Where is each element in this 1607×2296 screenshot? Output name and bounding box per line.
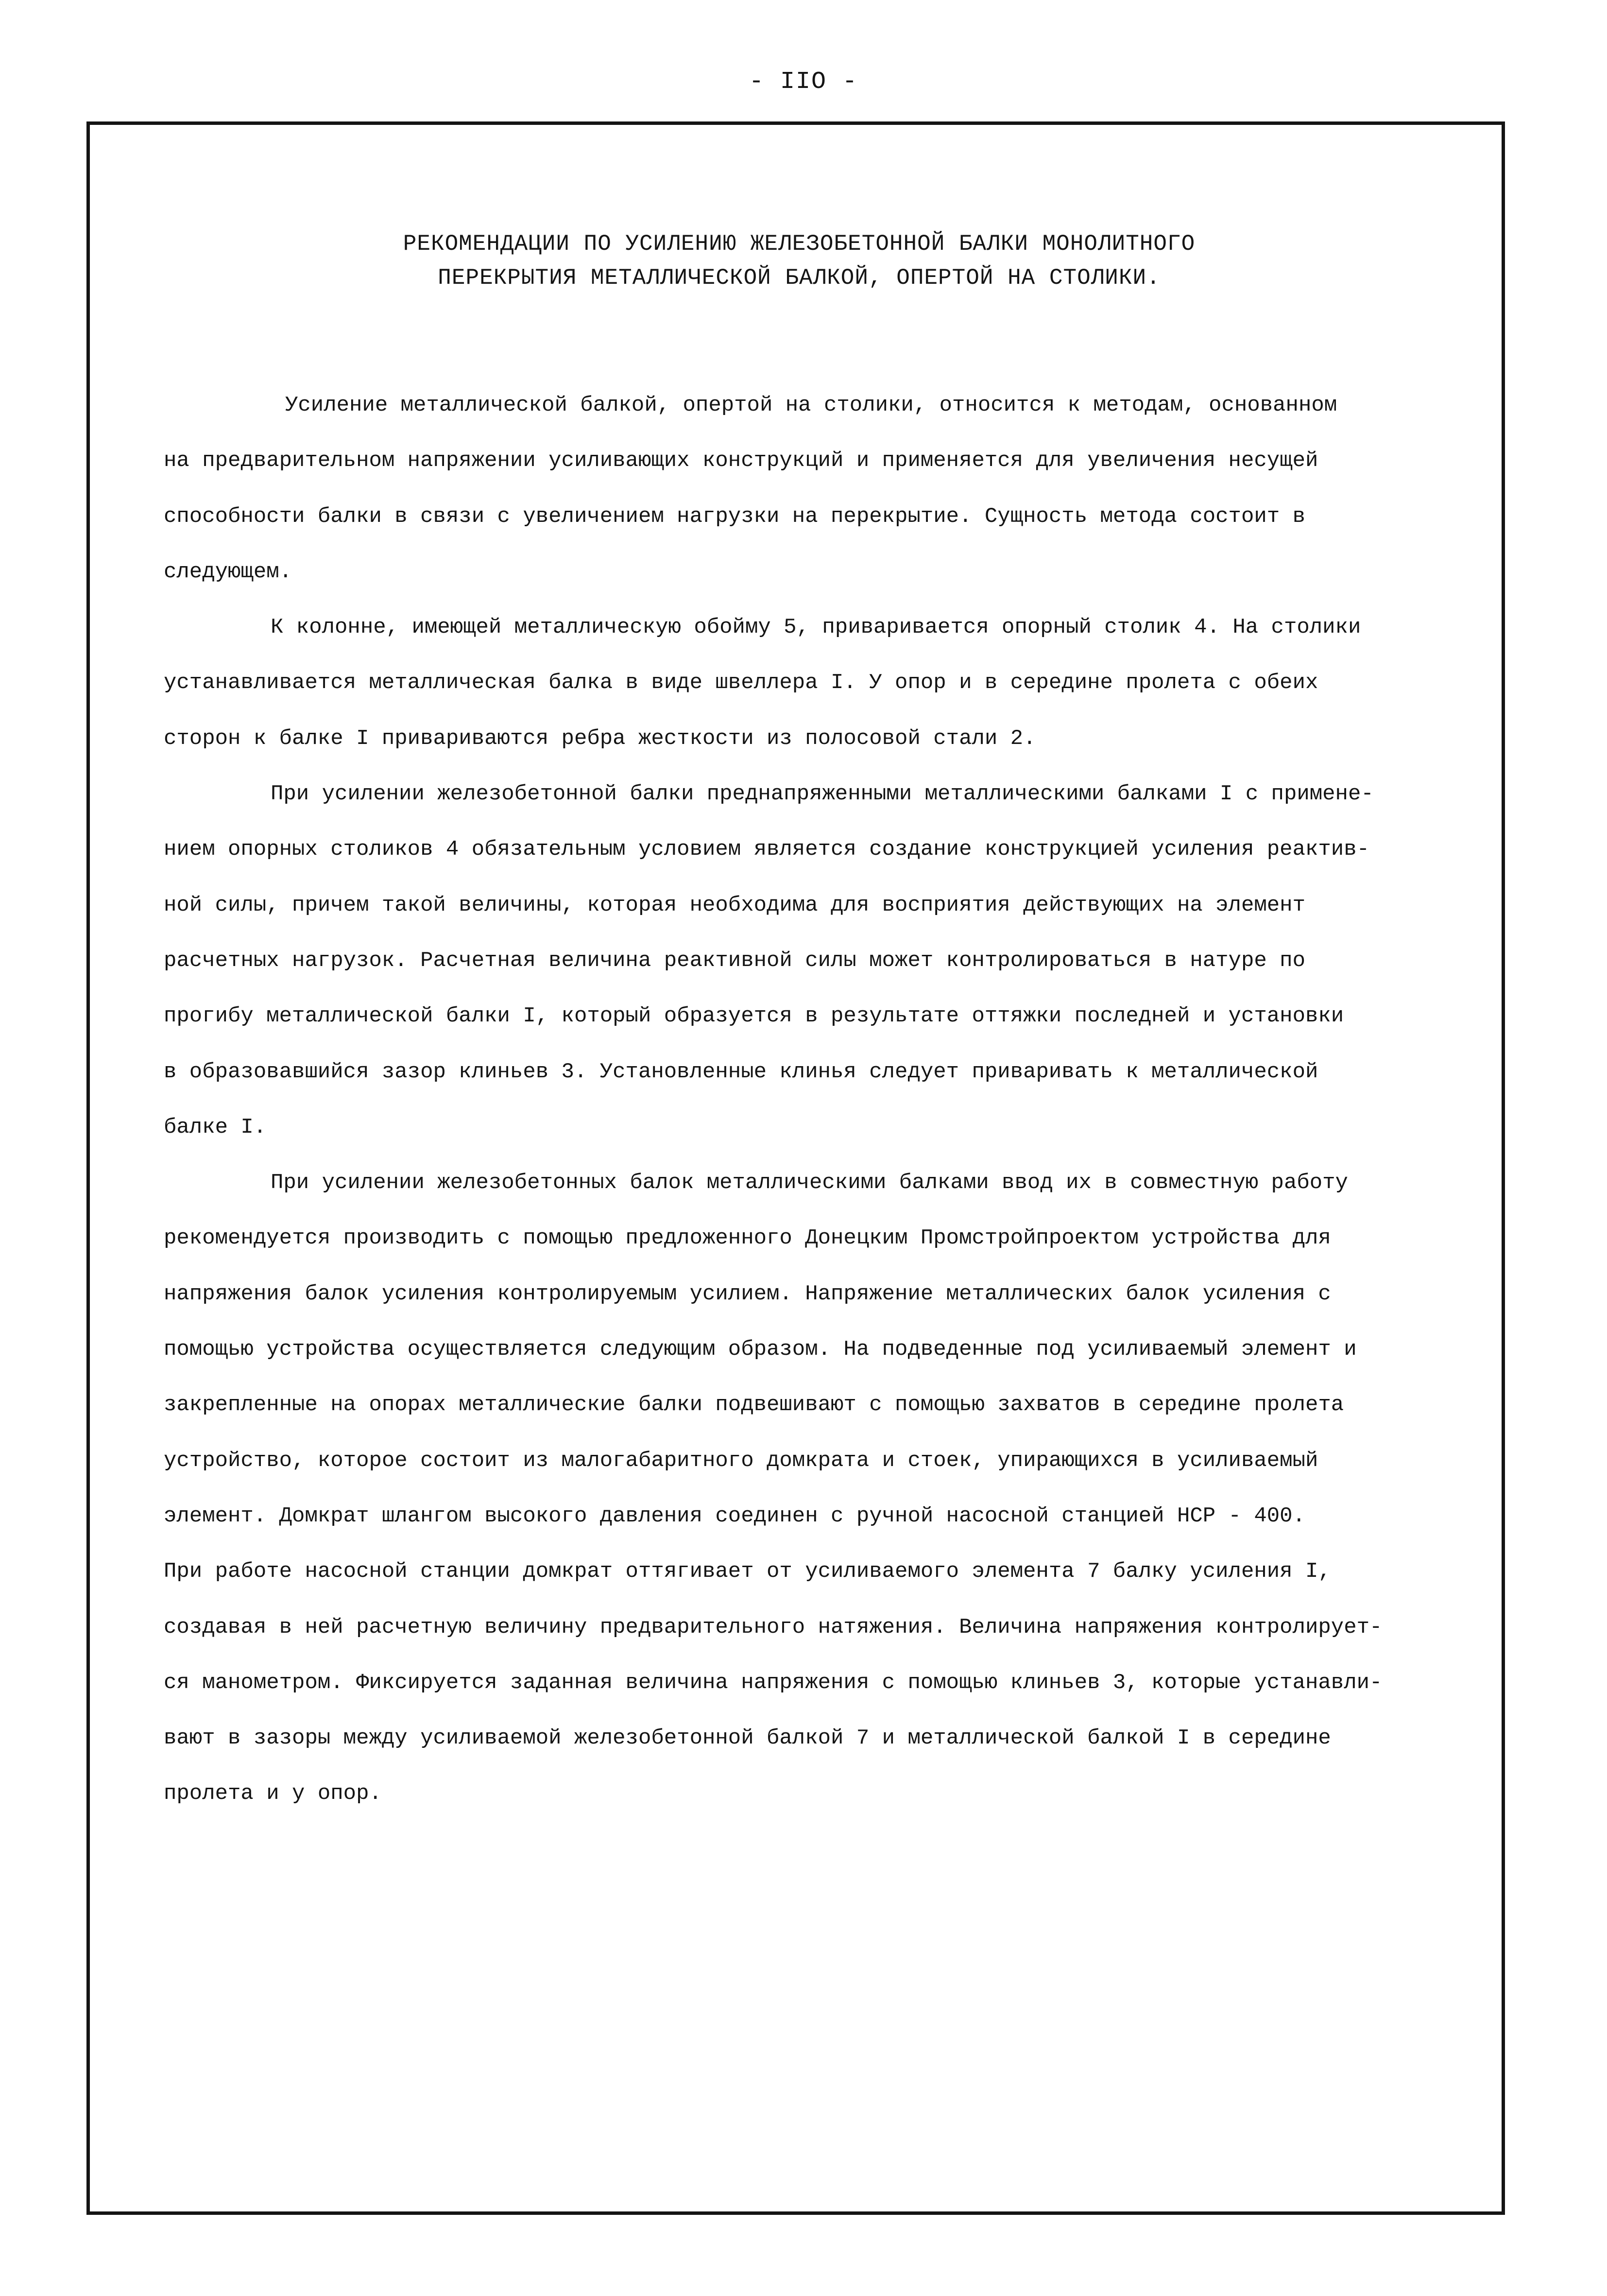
paragraph-4-line: напряжения балок усиления контролируемым усилием. Напряжение металлических балок усиления с bbox=[164, 1281, 1331, 1306]
paragraph-4-line: рекомендуется производить с помощью предложенного Донецким Промстройпроектом устройства для bbox=[164, 1226, 1331, 1251]
document-title bbox=[177, 227, 1421, 295]
paragraph-1-line: Усиление металлической балкой, опертой на столики, относится к методам, основанном bbox=[285, 393, 1337, 417]
page-number: - IIO - bbox=[749, 68, 858, 96]
paragraph-4-line: закрепленные на опорах металлические балки подвешивают с помощью захватов в середине пролета bbox=[164, 1393, 1344, 1417]
paragraph-3-line: прогибу металлической балки I, который образуется в результате оттяжки последней и установки bbox=[164, 1004, 1344, 1029]
paragraph-4-line: вают в зазоры между усиливаемой железобетонной балкой 7 и металлической балкой I в середине bbox=[164, 1726, 1331, 1751]
title-line-1: РЕКОМЕНДАЦИИ ПО УСИЛЕНИЮ ЖЕЛЕЗОБЕТОННОЙ БАЛКИ МОНОЛИТНОГО bbox=[403, 231, 1196, 257]
paragraph-3-line: балке I. bbox=[164, 1115, 267, 1139]
paragraph-4-line: устройство, которое состоит из малогабаритного домкрата и стоек, упирающихся в усиливаемый bbox=[164, 1448, 1318, 1473]
document-body bbox=[164, 378, 1563, 1822]
page-frame bbox=[86, 121, 1505, 2215]
paragraph-1-line: на предварительном напряжении усиливающих конструкций и применяется для увеличения несущей bbox=[164, 449, 1318, 473]
paragraph-3-line: При усилении железобетонной балки преднапряженными металлическими балками I с примене- bbox=[271, 782, 1374, 807]
paragraph-2-line: сторон к балке I привариваются ребра жесткости из полосовой стали 2. bbox=[164, 726, 1036, 751]
paragraph-4-line: При работе насосной станции домкрат оттягивает от усиливаемого элемента 7 балку усиления I, bbox=[164, 1559, 1331, 1584]
paragraph-4-line: помощью устройства осуществляется следующим образом. На подведенные под усиливаемый элемент и bbox=[164, 1337, 1357, 1362]
paragraph-4-line: При усилении железобетонных балок металлическими балками ввод их в совместную работу bbox=[271, 1171, 1348, 1195]
paragraph-2-line: устанавливается металлическая балка в виде швеллера I. У опор и в середине пролета с обеих bbox=[164, 671, 1318, 695]
paragraph-2-line: К колонне, имеющей металлическую обойму 5, приваривается опорный столик 4. На столики bbox=[271, 615, 1361, 640]
paragraph-1-line: способности балки в связи с увеличением нагрузки на перекрытие. Сущность метода состоит в bbox=[164, 504, 1305, 529]
paragraph-4-line: ся манометром. Фиксируется заданная величина напряжения с помощью клиньев 3, которые устанавли- bbox=[164, 1670, 1383, 1695]
paragraph-3-line: ной силы, причем такой величины, которая необходима для восприятия действующих на элемент bbox=[164, 893, 1305, 917]
paragraph-4-line: элемент. Домкрат шлангом высокого давления соединен с ручной насосной станцией НСР - 400. bbox=[164, 1503, 1305, 1528]
paragraph-1-line: следующем. bbox=[164, 559, 292, 584]
paragraph-3-line: в образовавшийся зазор клиньев 3. Установленные клинья следует приваривать к металлической bbox=[164, 1059, 1318, 1084]
paragraph-3-line: расчетных нагрузок. Расчетная величина реактивной силы может контролироваться в натуре по bbox=[164, 948, 1305, 973]
paragraph-3-line: нием опорных столиков 4 обязательным условием является создание конструкцией усиления реактив- bbox=[164, 837, 1370, 862]
title-line-2: ПЕРЕКРЫТИЯ МЕТАЛЛИЧЕСКОЙ БАЛКОЙ, ОПЕРТОЙ НА СТОЛИКИ. bbox=[438, 265, 1161, 291]
paragraph-4-line: пролета и у опор. bbox=[164, 1781, 382, 1806]
paragraph-4-line: создавая в ней расчетную величину предварительного натяжения. Величина напряжения контролирует- bbox=[164, 1615, 1383, 1640]
